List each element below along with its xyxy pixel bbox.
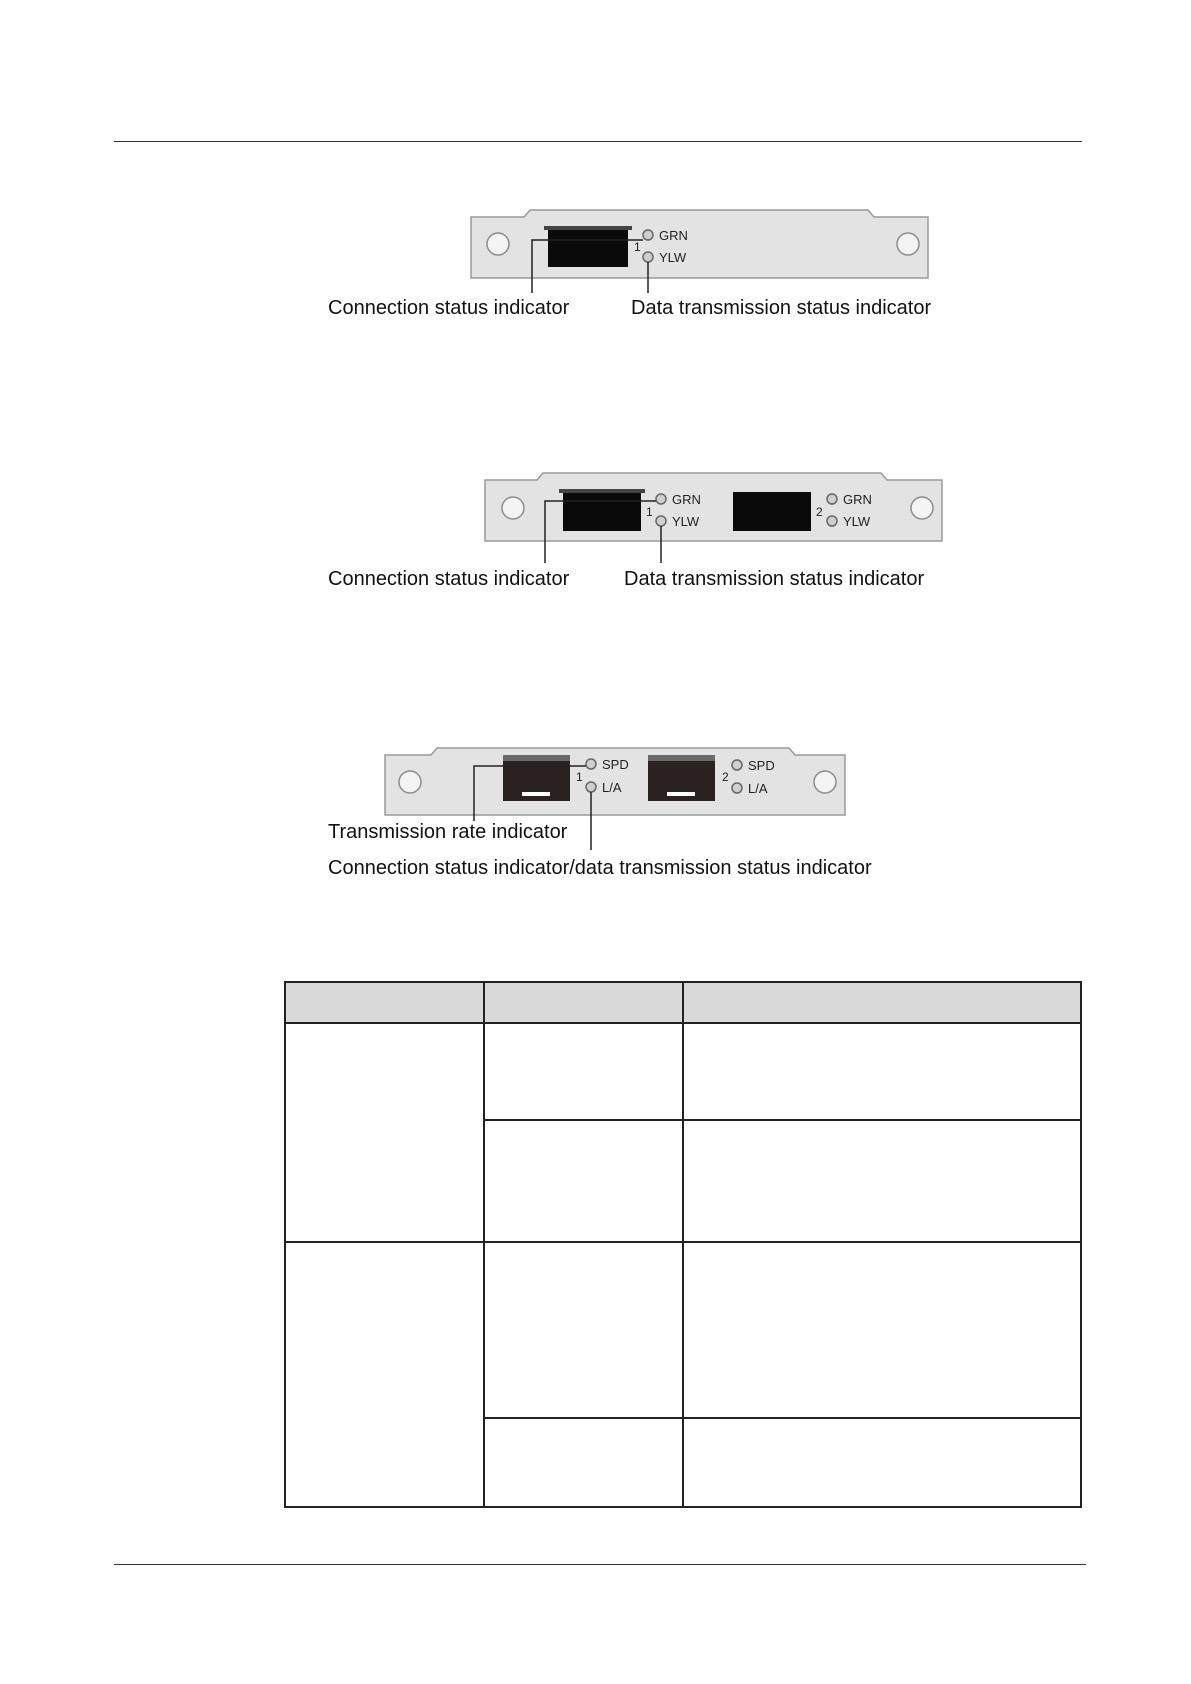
callout-connection-status: Connection status indicator — [328, 297, 570, 319]
card-3-panel — [385, 748, 845, 815]
table-cell — [683, 1120, 1081, 1242]
led-label-bottom-2: L/A — [748, 781, 768, 796]
led-label-top-2: SPD — [748, 758, 775, 773]
port-number-1: 1 — [634, 240, 641, 254]
callout-data-transmission-status: Data transmission status indicator — [631, 297, 932, 319]
callout-data-transmission-status: Data transmission status indicator — [624, 568, 925, 590]
table-row — [285, 1023, 1081, 1120]
callout-transmission-rate: Transmission rate indicator — [328, 821, 568, 843]
port-number-2: 2 — [816, 505, 823, 519]
led-label-bottom-1: L/A — [602, 780, 622, 795]
led-label-top-2: GRN — [843, 492, 872, 507]
table-cell — [285, 1023, 484, 1242]
table-cell — [683, 1418, 1081, 1507]
table-header-cell — [285, 982, 484, 1023]
footer-rule — [114, 1564, 1086, 1565]
led-label-bottom-2: YLW — [843, 514, 871, 529]
callout-connection-data-status: Connection status indicator/data transmission status indicator — [328, 857, 872, 879]
led-label-bottom-1: YLW — [672, 514, 700, 529]
port-number-1: 1 — [576, 770, 583, 784]
port-number-1: 1 — [646, 505, 653, 519]
led-spd-2 — [732, 760, 742, 770]
table-cell — [484, 1120, 683, 1242]
table-cell — [683, 1023, 1081, 1120]
port-number-2: 2 — [722, 770, 729, 784]
indicator-table — [284, 981, 1082, 1508]
table-cell — [484, 1242, 683, 1418]
table-row — [285, 1242, 1081, 1418]
led-label-bottom-1: YLW — [659, 250, 687, 265]
table-cell — [484, 1418, 683, 1507]
table-header-cell — [683, 982, 1081, 1023]
table-header-cell — [484, 982, 683, 1023]
led-label-top-1: GRN — [672, 492, 701, 507]
led-label-top-1: SPD — [602, 757, 629, 772]
mount-hole-right — [814, 771, 836, 793]
led-la-1 — [586, 782, 596, 792]
mount-hole-left — [399, 771, 421, 793]
table-cell — [683, 1242, 1081, 1418]
callout-connection-status: Connection status indicator — [328, 568, 570, 590]
table-cell — [285, 1242, 484, 1507]
table-cell — [484, 1023, 683, 1120]
led-la-2 — [732, 783, 742, 793]
led-spd-1 — [586, 759, 596, 769]
table-header-row — [285, 982, 1081, 1023]
led-label-top-1: GRN — [659, 228, 688, 243]
